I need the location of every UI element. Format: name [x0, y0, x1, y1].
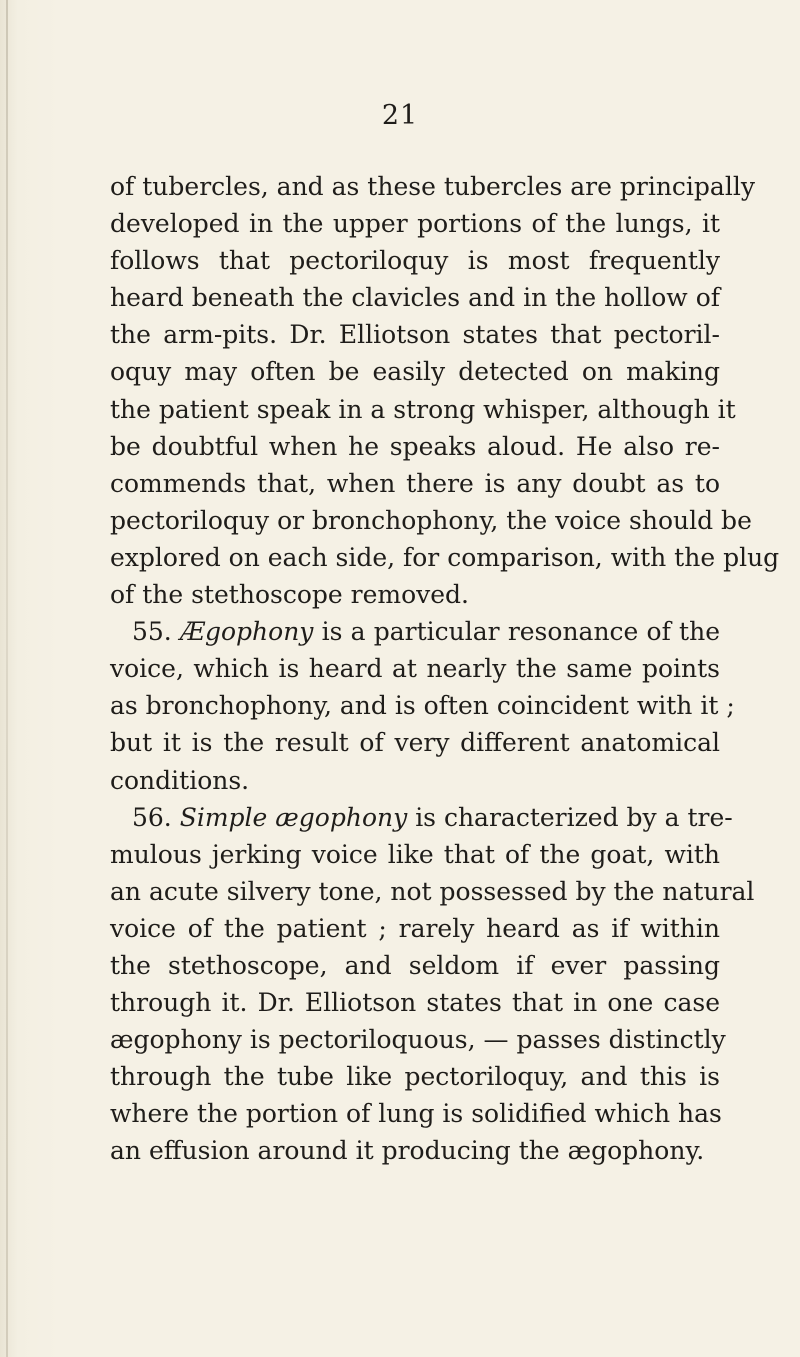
term-aegophony: Ægophony	[179, 617, 314, 647]
text-line: voice, which is heard at nearly the same points	[110, 654, 720, 684]
text-line: the arm-pits. Dr. Elliotson states that pectoril-	[110, 320, 720, 350]
text-line: the stethoscope, and seldom if ever passing	[110, 950, 720, 980]
text-line: developed in the upper portions of the lungs, it	[110, 209, 720, 239]
page-edge-shadow	[6, 0, 8, 1357]
text-line: follows that pectoriloquy is most frequently	[110, 246, 720, 276]
text-line: through it. Dr. Elliotson states that in one case	[110, 988, 720, 1018]
text-line: heard beneath the clavicles and in the hollow of	[110, 283, 720, 313]
text-line: of the stethoscope removed.	[110, 580, 470, 610]
text-line: explored on each side, for comparison, with the plug	[110, 542, 780, 572]
text-line: mulous jerking voice like that of the goat, with	[110, 839, 720, 869]
text-line: as bronchophony, and is often coincident with it ;	[110, 691, 735, 721]
paragraph-number: 55.	[132, 617, 172, 647]
text-line: ægophony is pectoriloquous, — passes distinctly	[110, 1025, 726, 1055]
term-simple-aegophony: Simple ægophony	[179, 802, 408, 832]
text-line: through the tube like pectoriloquy, and this is	[110, 1062, 720, 1092]
paragraph-55-first-line	[110, 613, 720, 650]
text-line: pectoriloquy or bronchophony, the voice should be	[110, 505, 752, 535]
text-line: of tubercles, and as these tubercles are principally	[110, 172, 755, 201]
text-line: the patient speak in a strong whisper, although it	[110, 394, 736, 424]
paragraph-text: is a particular resonance of the	[321, 617, 720, 647]
paragraph-56-first-line	[110, 799, 733, 836]
text-line: be doubtful when he speaks aloud. He also re-	[110, 431, 720, 461]
text-line: commends that, when there is any doubt as to	[110, 468, 720, 498]
body-text	[110, 168, 780, 1170]
text-line: voice of the patient ; rarely heard as if within	[110, 913, 720, 943]
text-line: an acute silvery tone, not possessed by the natural	[110, 876, 755, 906]
text-line: but it is the result of very different anatomical	[110, 728, 720, 758]
paragraph-text: is characterized by a tre-	[415, 802, 733, 832]
text-line: oquy may often be easily detected on making	[110, 357, 720, 387]
text-line: where the portion of lung is solidified which has	[110, 1099, 722, 1129]
paragraph-number: 56.	[132, 802, 172, 832]
page-number: 21	[381, 100, 419, 131]
text-line: an effusion around it producing the ægophony.	[110, 1136, 705, 1166]
text-line: conditions.	[110, 765, 250, 795]
